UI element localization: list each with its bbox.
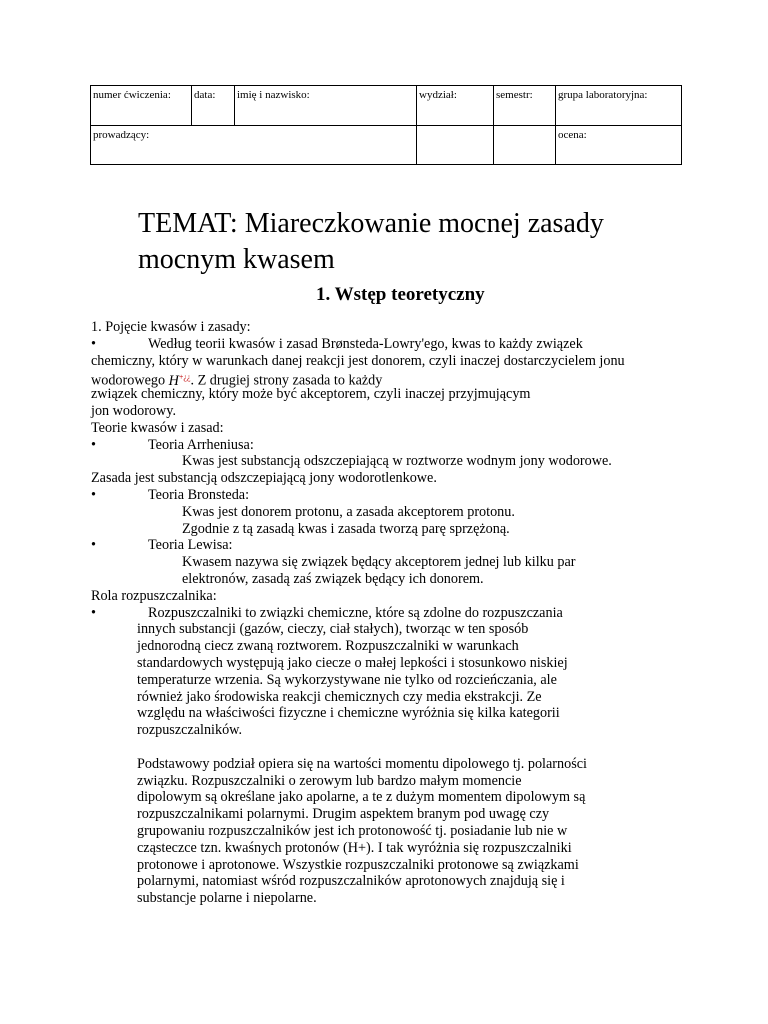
text-line: temperaturze wrzenia. Są wykorzystywane nie tylko od rozcieńczania, ale: [137, 671, 557, 688]
text-line: jednorodną ciecz zwaną roztworem. Rozpuszczalniki w warunkach: [137, 638, 519, 655]
hydrogen-ion-formula: H+¿¿: [168, 372, 191, 390]
text-line: substancje polarne i niepolarne.: [137, 890, 317, 907]
text-line: grupowaniu rozpuszczalników jest ich protonowość tj. posiadanie lub nie w: [137, 822, 568, 839]
text-line: związku. Rozpuszczalniki o zerowym lub bardzo małym momencie: [137, 772, 522, 789]
text-line: rozpuszczalników.: [137, 722, 243, 739]
text-line: innych substancji (gazów, cieczy, ciał stałych), tworząc w ten sposób: [137, 621, 529, 638]
bullet-item: • Rozpuszczalniki to związki chemiczne, które są zdolne do rozpuszczania: [91, 604, 563, 621]
text-line: Kwas jest substancją odszczepiającą w roztworze wodnym jony wodorowe.: [182, 453, 612, 470]
text-line: Kwasem nazywa się związek będący akceptorem jednej lub kilku par: [182, 554, 576, 571]
bullet-item: • Teoria Lewisa:: [91, 537, 233, 554]
name-cell: imię i nazwisko:: [235, 86, 417, 126]
text-line: Zasada jest substancją odszczepiającą jony wodorotlenkowe.: [91, 470, 437, 487]
bullet-icon: •: [91, 537, 96, 554]
title-line-2: mocnym kwasem: [138, 244, 335, 275]
title-line-1: TEMAT: Miareczkowanie mocnej zasady: [138, 208, 604, 239]
lecturer-cell: prowadzący:: [91, 126, 417, 165]
text-line: 1. Pojęcie kwasów i zasady:: [91, 319, 251, 335]
text-line: względu na właściwości fizyczne i chemiczne wyróżnia się kilka kategorii: [137, 705, 560, 722]
empty-cell: [417, 126, 494, 165]
bullet-item: • Teoria Arrheniusa:: [91, 436, 254, 453]
faculty-cell: wydział:: [417, 86, 494, 126]
text-line: standardowych występują jako ciecze o małej lepkości i stosunkowo niskiej: [137, 654, 568, 671]
bullet-icon: •: [91, 436, 96, 453]
student-info-table: [90, 85, 682, 165]
text-line: dipolowym są określane jako apolarne, a te z dużym momentem dipolowym są: [137, 789, 586, 806]
bullet-item: • Teoria Bronsteda:: [91, 486, 250, 503]
bullet-icon: •: [91, 604, 96, 621]
text-line: również jako środowiska reakcji chemicznych czy media ekstrakcji. Ze: [137, 688, 542, 705]
text-line: Kwas jest donorem protonu, a zasada akceptorem protonu.: [182, 503, 515, 520]
document-body: [91, 319, 691, 907]
text-line: protonowe i aprotonowe. Wszystkie rozpuszczalniki protonowe są związkami: [137, 856, 579, 873]
date-cell: data:: [192, 86, 235, 126]
text-line: Zgodnie z tą zasadą kwas i zasada tworzą parę sprzężoną.: [182, 520, 510, 537]
text-line: związek chemiczny, który może być akceptorem, czyli inaczej przyjmującym: [91, 386, 531, 403]
section-heading: 1. Wstęp teoretyczny: [316, 284, 485, 305]
text-line-with-formula: wodorowego H+¿¿. Z drugiej strony zasada to każdy: [91, 372, 383, 390]
bullet-icon: •: [91, 486, 96, 503]
text-line: Rola rozpuszczalnika:: [91, 587, 217, 604]
bullet-icon: •: [91, 335, 96, 352]
empty-cell: [494, 126, 556, 165]
text-line: chemiczny, który w warunkach danej reakcji jest donorem, czyli inaczej dostarczycielem jonu: [91, 352, 625, 369]
bullet-paragraph-line: • Według teorii kwasów i zasad Brønsteda-Lowry'ego, kwas to każdy związek: [91, 335, 583, 352]
page-title: [138, 206, 698, 278]
text-line: elektronów, zasadą zaś związek będący ich donorem.: [182, 570, 484, 587]
semester-cell: semestr:: [494, 86, 556, 126]
text-line: Teorie kwasów i zasad:: [91, 419, 224, 436]
text-line: cząsteczce tzn. kwaśnych protonów (H+). I tak wyróżnia się rozpuszczalniki: [137, 839, 572, 856]
text-line: jon wodorowy.: [91, 402, 176, 419]
lab-group-cell: grupa laboratoryjna:: [556, 86, 682, 126]
exercise-number-cell: numer ćwiczenia:: [91, 86, 192, 126]
grade-cell: ocena:: [556, 126, 682, 165]
text-line: rozpuszczalnikami polarnymi. Drugim aspektem branym pod uwagę czy: [137, 806, 550, 823]
text-line: Podstawowy podział opiera się na wartości momentu dipolowego tj. polarności: [137, 755, 587, 772]
blank-line: [91, 739, 691, 756]
text-line: polarnymi, natomiast wśród rozpuszczalników aprotonowych znajdują się i: [137, 873, 565, 890]
